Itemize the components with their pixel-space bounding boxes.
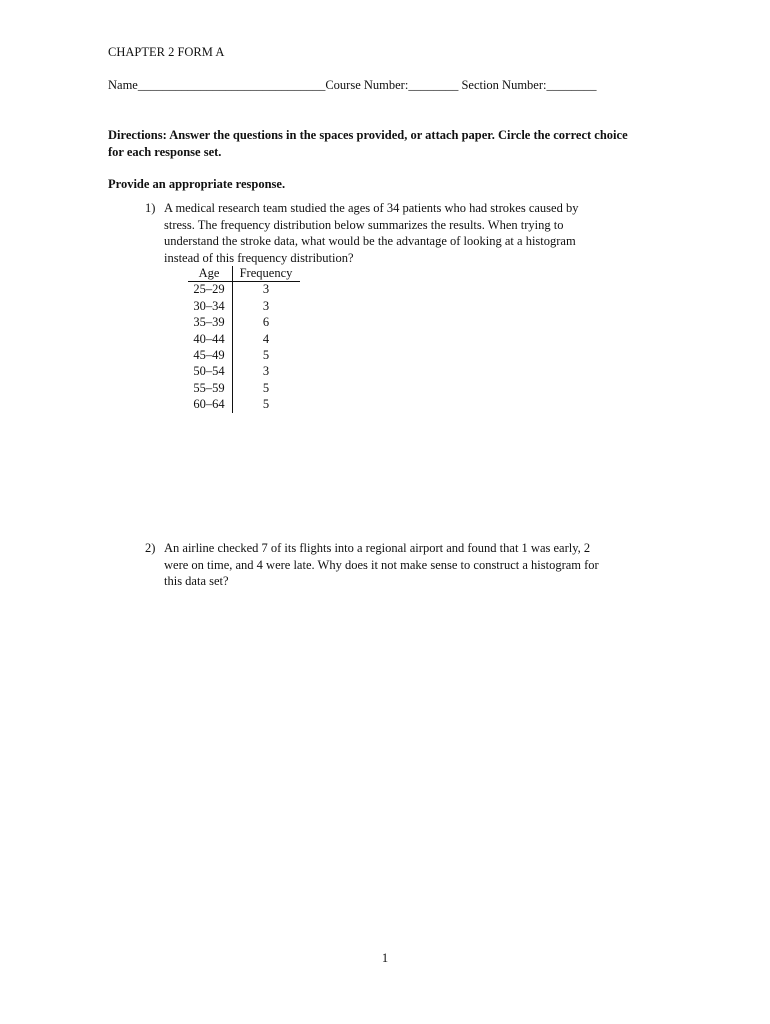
frequency-cell: 6	[262, 315, 270, 330]
directions-line-1: Directions: Answer the questions in the spaces provided, or attach paper. Circle the correct choice	[108, 128, 628, 142]
age-column-header: Age	[198, 266, 220, 280]
frequency-cell: 3	[262, 298, 270, 313]
frequency-table	[188, 265, 300, 413]
question-line: A medical research team studied the ages of 34 patients who had strokes caused by	[164, 201, 579, 215]
section-heading: Provide an appropriate response.	[108, 177, 286, 191]
table-row	[188, 380, 300, 396]
question-text	[164, 200, 624, 266]
question-line: this data set?	[164, 574, 229, 588]
age-cell: 55–59	[193, 380, 225, 395]
question-number: 2)	[145, 541, 156, 555]
student-info-line: Name______________________________Course Number:________ Section Number:________	[108, 78, 597, 92]
question-line: were on time, and 4 were late. Why does it not make sense to construct a histogram for	[164, 557, 599, 572]
frequency-cell: 3	[262, 282, 270, 297]
age-cell: 60–64	[193, 397, 225, 412]
table-row	[188, 396, 300, 412]
question-line: understand the stroke data, what would be the advantage of looking at a histogram	[164, 234, 576, 248]
frequency-cell: 5	[262, 397, 270, 412]
chapter-title: CHAPTER 2 FORM A	[108, 45, 225, 59]
table-row	[188, 347, 300, 363]
table-row	[188, 363, 300, 379]
question-line: stress. The frequency distribution below summarizes the results. When trying to	[164, 217, 564, 232]
age-cell: 25–29	[193, 282, 225, 297]
question-line: instead of this frequency distribution?	[164, 250, 354, 265]
table-row	[188, 281, 300, 297]
page-number: 1	[381, 951, 389, 965]
frequency-cell: 5	[262, 347, 270, 362]
question-line: An airline checked 7 of its flights into a regional airport and found that 1 was early, 2	[164, 541, 591, 555]
table-header-row	[188, 265, 300, 281]
age-cell: 30–34	[193, 298, 225, 313]
age-cell: 35–39	[193, 315, 225, 330]
table-row	[188, 298, 300, 314]
age-cell: 50–54	[193, 364, 225, 379]
question-number: 1)	[145, 201, 156, 215]
table-row	[188, 331, 300, 347]
age-cell: 40–44	[193, 331, 225, 346]
question-text	[164, 540, 624, 590]
age-cell: 45–49	[193, 347, 225, 362]
table-row	[188, 314, 300, 330]
frequency-cell: 3	[262, 364, 270, 379]
frequency-cell: 4	[262, 331, 270, 346]
frequency-cell: 5	[262, 380, 270, 395]
frequency-column-header: Frequency	[239, 266, 293, 280]
directions-line-2: for each response set.	[108, 145, 222, 159]
